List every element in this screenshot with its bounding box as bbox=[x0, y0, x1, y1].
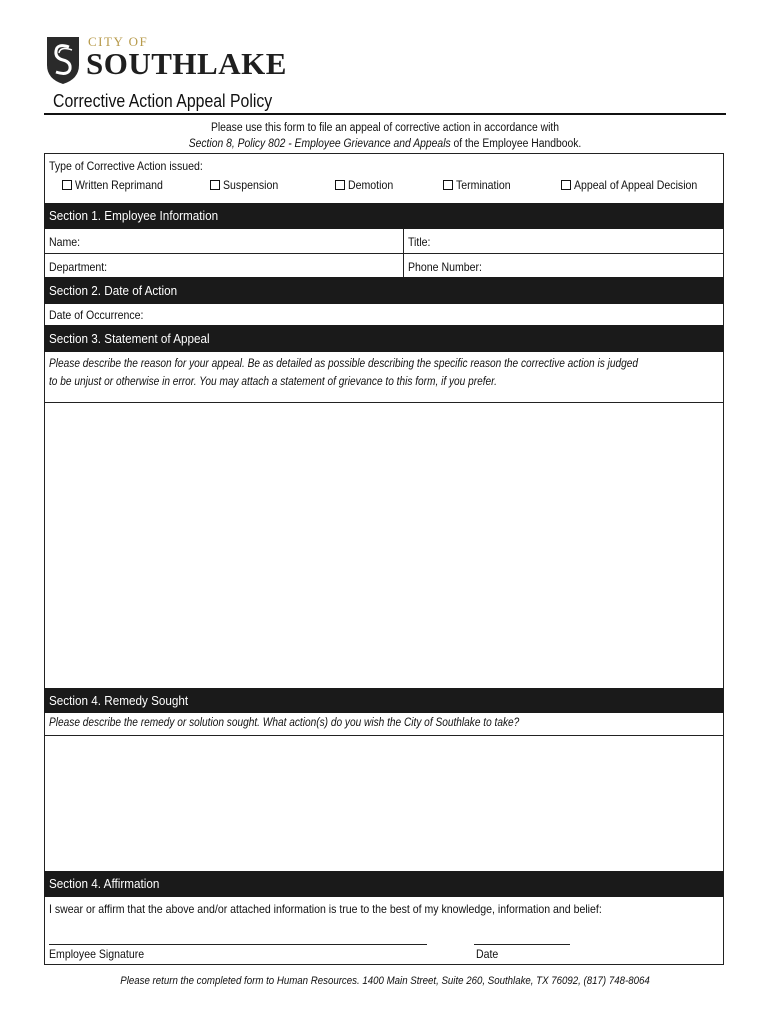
handbook-section-reference: Section 8, Policy 802 - Employee Grievance and Appeals bbox=[188, 138, 451, 150]
footer-return-instructions: Please return the completed form to Human Resources. 1400 Main Street, Suite 260, Southlake, TX 76092, (817) 748-8064 bbox=[120, 975, 650, 987]
checkbox-label: Demotion bbox=[348, 178, 394, 192]
title-divider bbox=[44, 113, 726, 115]
date-line[interactable] bbox=[474, 944, 570, 945]
signature-line[interactable] bbox=[49, 944, 427, 945]
checkbox-icon[interactable] bbox=[210, 180, 220, 190]
department-label: Department: bbox=[49, 260, 108, 274]
checkbox-written-reprimand[interactable] bbox=[62, 178, 175, 192]
appeal-instructions-line-2: to be unjust or otherwise in error. You may attach a statement of grievance to this form, if you prefer. bbox=[49, 376, 497, 388]
checkbox-suspension[interactable] bbox=[210, 178, 286, 192]
affirmation-heading: Section 4. Affirmation bbox=[49, 876, 160, 891]
section-4-header bbox=[44, 688, 724, 713]
checkbox-icon[interactable] bbox=[443, 180, 453, 190]
section-3-header bbox=[44, 325, 724, 352]
remedy-field[interactable] bbox=[45, 736, 723, 871]
checkbox-icon[interactable] bbox=[335, 180, 345, 190]
checkbox-appeal-of-appeal[interactable] bbox=[561, 178, 714, 192]
section-1-header bbox=[44, 203, 724, 229]
section-4-heading: Section 4. Remedy Sought bbox=[49, 693, 189, 708]
checkbox-label: Written Reprimand bbox=[75, 178, 163, 192]
appeal-instructions-line-1: Please describe the reason for your appeal. Be as detailed as possible describing the specific reason the corrective action is judged bbox=[49, 358, 638, 370]
row-divider bbox=[44, 253, 724, 254]
checkbox-label: Termination bbox=[456, 178, 511, 192]
checkbox-termination[interactable] bbox=[443, 178, 518, 192]
date-label: Date bbox=[476, 947, 499, 961]
section-2-heading: Section 2. Date of Action bbox=[49, 283, 178, 298]
intro-line-2 bbox=[39, 138, 732, 150]
city-shield-logo-icon bbox=[45, 35, 81, 85]
affirmation-statement: I swear or affirm that the above and/or attached information is true to the best of my knowledge, information and belief: bbox=[49, 902, 602, 916]
intro-line-1: Please use this form to file an appeal of corrective action in accordance with bbox=[210, 122, 560, 134]
checkbox-demotion[interactable] bbox=[335, 178, 399, 192]
checkbox-icon[interactable] bbox=[62, 180, 72, 190]
appeal-statement-field[interactable] bbox=[45, 403, 723, 688]
remedy-instructions: Please describe the remedy or solution sought. What action(s) do you wish the City of Southlake to take? bbox=[49, 717, 520, 729]
employee-signature-label: Employee Signature bbox=[49, 947, 145, 961]
affirmation-header bbox=[44, 871, 724, 897]
checkbox-icon[interactable] bbox=[561, 180, 571, 190]
title-label: Title: bbox=[408, 235, 431, 249]
page-title: Corrective Action Appeal Policy bbox=[53, 91, 273, 111]
logo-city-of-text: CITY OF bbox=[88, 34, 149, 49]
checkbox-label: Appeal of Appeal Decision bbox=[574, 178, 698, 192]
intro-line-2-rest: of the Employee Handbook. bbox=[450, 138, 582, 150]
section-3-heading: Section 3. Statement of Appeal bbox=[49, 331, 210, 346]
name-label: Name: bbox=[49, 235, 81, 249]
phone-label: Phone Number: bbox=[408, 260, 482, 274]
section-1-heading: Section 1. Employee Information bbox=[49, 208, 219, 223]
date-of-occurrence-label: Date of Occurrence: bbox=[49, 308, 144, 322]
section-2-header bbox=[44, 277, 724, 304]
action-type-label: Type of Corrective Action issued: bbox=[49, 159, 203, 173]
logo-southlake-text: SOUTHLAKE bbox=[86, 46, 287, 81]
checkbox-label: Suspension bbox=[223, 178, 279, 192]
